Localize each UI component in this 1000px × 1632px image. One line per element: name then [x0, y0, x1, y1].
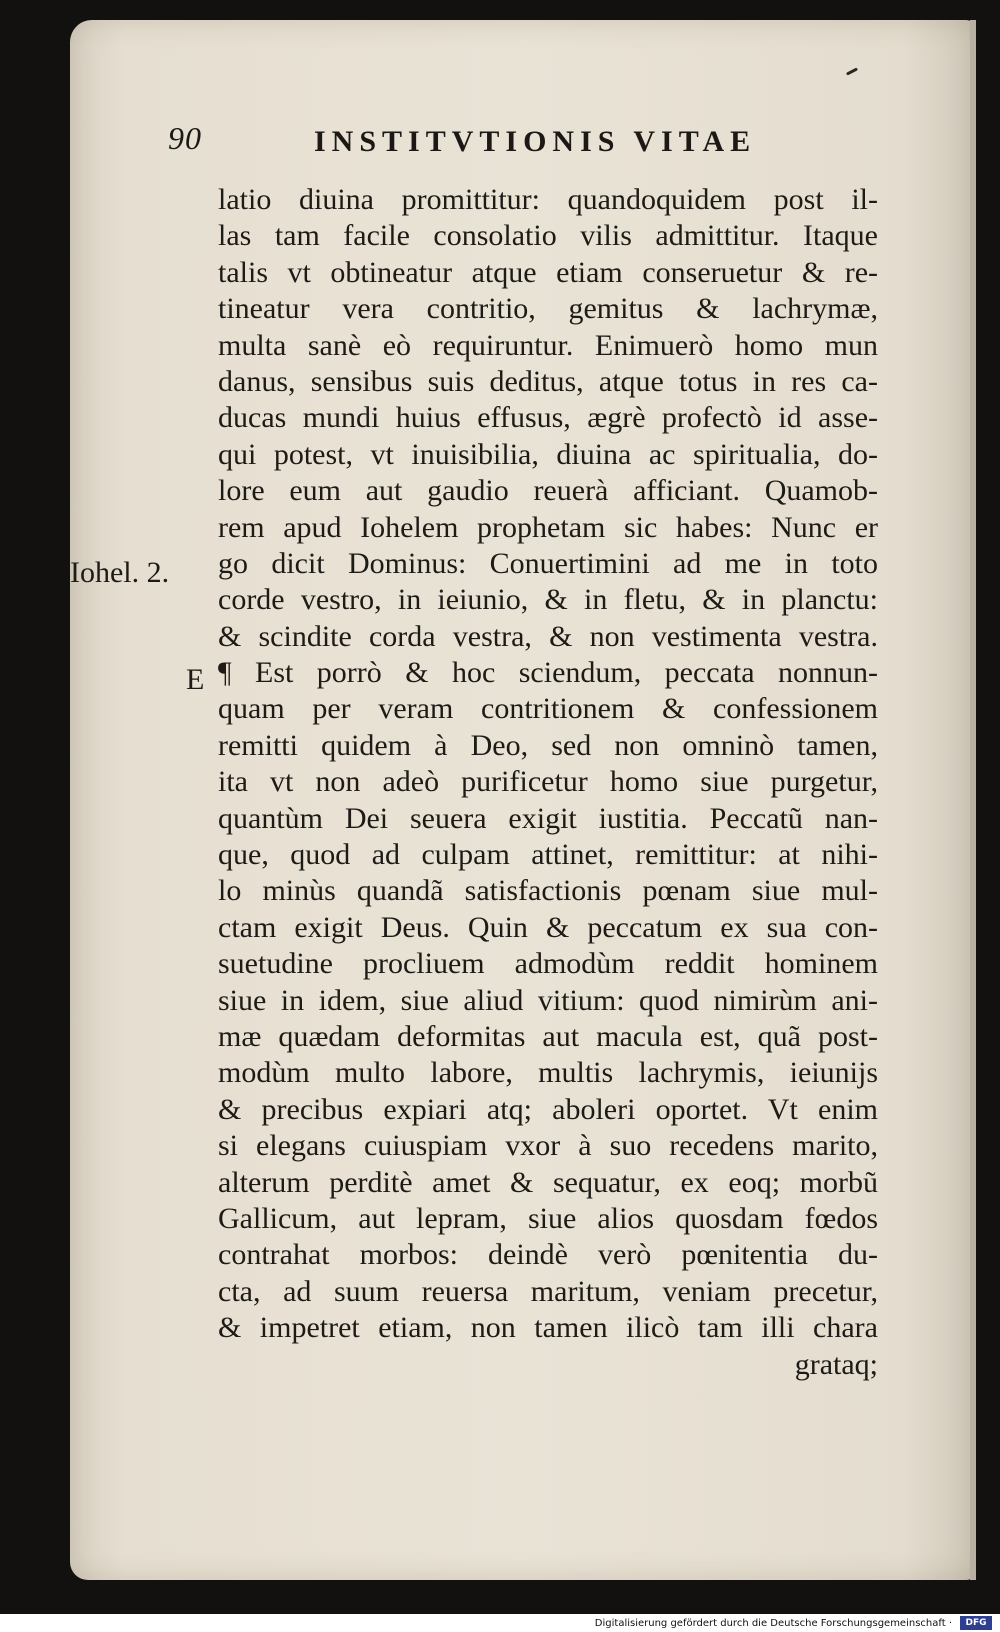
- page-edge: [970, 20, 976, 1580]
- text-line: go dicit Dominus: Conuertimini ad me in toto: [218, 546, 878, 580]
- text-line: cta, ad suum reuersa maritum, veniam precetur,: [218, 1274, 878, 1308]
- text-line: contrahat morbos: deindè verò pœnitentia du-: [218, 1238, 878, 1272]
- margin-reference: Iohel. 2.: [70, 556, 170, 589]
- text-line: ita vt non adeò purificetur homo siue purgetur,: [218, 765, 878, 799]
- text-line: multa sanè eò requiruntur. Enimuerò homo mun: [218, 328, 878, 362]
- text-line: alterum perditè amet & sequatur, ex eoq; morbũ: [218, 1165, 878, 1199]
- text-line: lore eum aut gaudio reuerà afficiant. Quamob-: [218, 474, 878, 508]
- body-text: [218, 182, 878, 1383]
- text-line: talis vt obtineatur atque etiam conseruetur & re-: [218, 255, 878, 289]
- catchword: grataq;: [794, 1347, 878, 1381]
- text-line: qui potest, vt inuisibilia, diuina ac spiritualia, do-: [218, 437, 878, 471]
- text-line: corde vestro, in ieiunio, & in fletu, & in planctu:: [218, 583, 878, 617]
- text-line: rem apud Iohelem prophetam sic habes: Nunc er: [218, 510, 878, 544]
- text-line: latio diuina promittitur: quandoquidem post il-: [218, 183, 878, 216]
- ink-mark: [846, 67, 858, 75]
- text-line: si elegans cuiuspiam vxor à suo recedens marito,: [218, 1129, 878, 1163]
- running-head: INSTITVTIONIS VITAE: [314, 125, 757, 158]
- text-line: & precibus expiari atq; aboleri oportet. Vt enim: [218, 1092, 878, 1126]
- text-line: modùm multo labore, multis lachrymis, ieiunijs: [218, 1056, 878, 1090]
- text-line: tineatur vera contritio, gemitus & lachrymæ,: [218, 292, 878, 326]
- text-line: suetudine procliuem admodùm reddit hominem: [218, 947, 878, 981]
- text-line: danus, sensibus suis deditus, atque totus in res ca-: [218, 364, 878, 398]
- text-line: quam per veram contritionem & confessionem: [218, 692, 878, 726]
- text-line: quantùm Dei seuera exigit iustitia. Peccatũ nan-: [218, 801, 878, 835]
- text-line: & scindite corda vestra, & non vestimenta vestra.: [218, 619, 878, 653]
- text-line: ducas mundi huius effusus, ægrè profectò id asse-: [218, 401, 878, 435]
- text-line: ctam exigit Deus. Quin & peccatum ex sua con-: [218, 910, 878, 944]
- page-number: 90: [168, 120, 202, 156]
- text-line: remitti quidem à Deo, sed non omninò tamen,: [218, 728, 878, 762]
- text-line: ¶ Est porrò & hoc sciendum, peccata nonnun-: [218, 656, 878, 690]
- text-line: que, quod ad culpam attinet, remittitur: at nihi-: [218, 838, 878, 872]
- dfg-logo: DFG: [960, 1616, 992, 1630]
- text-line: siue in idem, siue aliud vitium: quod nimirùm ani-: [218, 983, 878, 1017]
- digitization-credit: Digitalisierung gefördert durch die Deutsche Forschungsgemeinschaft ·: [591, 1617, 956, 1630]
- text-line: las tam facile consolatio vilis admittitur. Itaque: [218, 219, 878, 253]
- section-letter: E: [186, 663, 205, 696]
- text-line: mæ quædam deformitas aut macula est, quã post-: [218, 1019, 878, 1053]
- text-line: lo minùs quandã satisfactionis pœnam siue mul-: [218, 874, 878, 908]
- text-line: Gallicum, aut lepram, siue alios quosdam fœdos: [218, 1201, 878, 1235]
- text-line: & impetret etiam, non tamen ilicò tam illi chara: [218, 1311, 878, 1345]
